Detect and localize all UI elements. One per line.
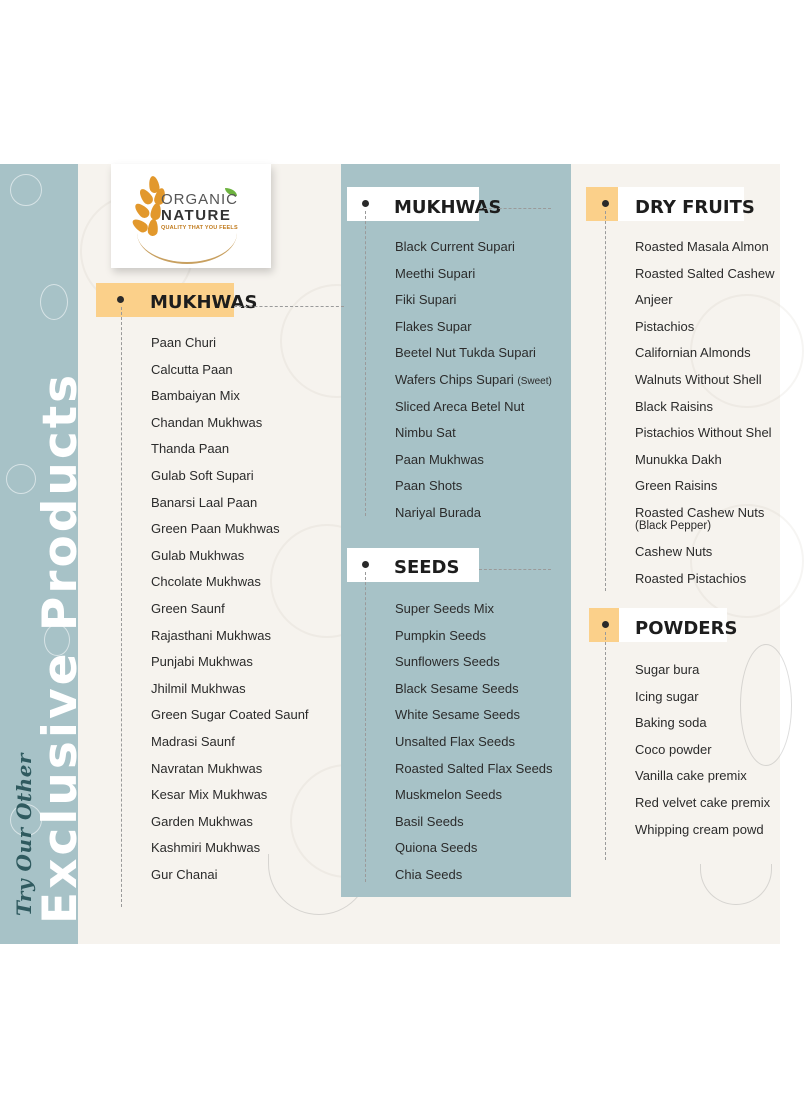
- section-heading: [96, 283, 341, 317]
- list-item: Sunflowers Seeds: [395, 654, 500, 670]
- list-item: Madrasi Saunf: [151, 733, 235, 749]
- brand-logo: [111, 164, 271, 268]
- list-item: Navratan Mukhwas: [151, 760, 263, 776]
- bullet-icon: [602, 200, 609, 207]
- bullet-icon: [602, 621, 609, 628]
- product-poster: [0, 164, 780, 944]
- list-item: Nimbu Sat: [395, 425, 456, 441]
- list-item: Munukka Dakh: [635, 451, 722, 467]
- section-title: DRY FRUITS: [635, 197, 755, 218]
- dashed-guide: [365, 572, 366, 882]
- brand-name-line2: NATURE: [161, 207, 232, 224]
- list-item: Vanilla cake premix: [635, 768, 747, 784]
- brand-name-line1: ORGANIC: [161, 191, 239, 208]
- list-item: Flakes Supar: [395, 318, 472, 334]
- list-item: Californian Almonds: [635, 345, 751, 361]
- bullet-icon: [117, 296, 124, 303]
- list-item: White Sesame Seeds: [395, 707, 521, 723]
- list-item: Pistachios Without Shel: [635, 425, 772, 441]
- list-item: Nariyal Burada: [395, 504, 481, 520]
- list-item: Roasted Pistachios: [635, 570, 747, 586]
- list-item: Coco powder: [635, 741, 712, 757]
- section-mukhwas-left: [96, 283, 341, 317]
- list-item: Paan Mukhwas: [395, 451, 484, 467]
- list-item: [395, 372, 552, 399]
- list-item: Quiona Seeds: [395, 840, 478, 856]
- list-item: Beetel Nut Tukda Supari: [395, 345, 536, 361]
- section-title: MUKHWAS: [394, 197, 502, 218]
- side-title-main: Exclusive Products: [33, 371, 88, 924]
- list-item: Meethi Supari: [395, 265, 476, 281]
- list-item: Pistachios: [635, 318, 695, 334]
- list-item: Basil Seeds: [395, 813, 464, 829]
- list-item: Black Raisins: [635, 398, 714, 414]
- list-item: Roasted Salted Flax Seeds: [395, 760, 553, 776]
- section-powders: [589, 608, 780, 642]
- list-item: Paan Shots: [395, 478, 463, 494]
- list-item: Sugar bura: [635, 662, 700, 677]
- section-title: MUKHWAS: [150, 292, 258, 313]
- banana-illustration: [700, 864, 772, 905]
- section-heading: [589, 608, 780, 642]
- brand-tagline: QUALITY THAT YOU FEELS: [161, 225, 238, 231]
- list-item: Black Sesame Seeds: [395, 680, 519, 696]
- list-item: Chandan Mukhwas: [151, 414, 263, 430]
- list-item: Banarsi Laal Paan: [151, 494, 258, 510]
- list-item: Pumpkin Seeds: [395, 627, 487, 643]
- list-item: Super Seeds Mix: [395, 601, 494, 616]
- bullet-icon: [362, 561, 369, 568]
- list-item: Rajasthani Mukhwas: [151, 627, 271, 643]
- list-item: Cashew Nuts: [635, 543, 713, 559]
- list-item: Roasted Masala Almon: [635, 239, 769, 254]
- list-mukhwas-left: [151, 335, 309, 893]
- list-item: Punjabi Mukhwas: [151, 654, 253, 670]
- list-item: Garden Mukhwas: [151, 813, 253, 829]
- list-item: Sliced Areca Betel Nut: [395, 398, 525, 414]
- item-note: (Sweet): [517, 375, 552, 387]
- list-item: Gulab Soft Supari: [151, 467, 254, 483]
- list-item: Calcutta Paan: [151, 361, 233, 377]
- section-heading: [347, 187, 557, 221]
- section-title: POWDERS: [635, 618, 738, 639]
- list-item: Paan Churi: [151, 335, 217, 350]
- list-item: [635, 505, 774, 544]
- list-item: Green Raisins: [635, 478, 718, 494]
- list-item: Fiki Supari: [395, 292, 457, 308]
- side-title-script: Try Our Other: [12, 753, 36, 916]
- list-item: Gur Chanai: [151, 866, 218, 882]
- list-item: Jhilmil Mukhwas: [151, 680, 246, 696]
- list-mukhwas-mid: [395, 239, 552, 532]
- list-item: Bambaiyan Mix: [151, 388, 240, 404]
- list-item: Green Sugar Coated Saunf: [151, 707, 309, 723]
- dashed-guide: [365, 211, 366, 516]
- list-item: Black Current Supari: [395, 239, 515, 254]
- item-note: (Black Pepper): [635, 519, 712, 532]
- list-item: Walnuts Without Shell: [635, 371, 762, 387]
- side-title: [12, 224, 86, 924]
- list-item: Kesar Mix Mukhwas: [151, 787, 268, 803]
- list-item: Anjeer: [635, 292, 673, 308]
- list-item: Kashmiri Mukhwas: [151, 840, 261, 856]
- dashed-guide: [605, 211, 606, 591]
- list-item: Green Saunf: [151, 600, 225, 616]
- section-heading: [347, 548, 557, 582]
- list-dry-fruits: [635, 239, 774, 597]
- list-item: Unsalted Flax Seeds: [395, 733, 515, 749]
- item-label: Wafers Chips Supari: [395, 371, 514, 387]
- list-item: Chcolate Mukhwas: [151, 574, 261, 590]
- list-item: Green Paan Mukhwas: [151, 521, 280, 537]
- bullet-icon: [362, 200, 369, 207]
- list-item: Thanda Paan: [151, 441, 230, 457]
- fruit-pattern-icon: [10, 174, 42, 206]
- list-item: Baking soda: [635, 715, 707, 731]
- list-item: Roasted Salted Cashew: [635, 265, 775, 281]
- section-dry-fruits: [586, 187, 780, 221]
- item-label: Roasted Cashew Nuts: [635, 504, 765, 520]
- list-item: Red velvet cake premix: [635, 794, 771, 810]
- list-item: Icing sugar: [635, 688, 699, 704]
- section-seeds: [347, 548, 557, 582]
- dashed-guide: [605, 632, 606, 860]
- dashed-guide: [121, 307, 122, 907]
- list-powders: [635, 662, 770, 848]
- list-item: Whipping cream powd: [635, 821, 764, 837]
- list-item: Gulab Mukhwas: [151, 547, 245, 563]
- section-mukhwas-mid: [347, 187, 557, 221]
- section-heading: [586, 187, 780, 221]
- list-item: Chia Seeds: [395, 866, 463, 882]
- side-band: [0, 164, 88, 944]
- list-item: Muskmelon Seeds: [395, 787, 502, 803]
- section-title: SEEDS: [394, 557, 460, 578]
- list-seeds: [395, 601, 553, 894]
